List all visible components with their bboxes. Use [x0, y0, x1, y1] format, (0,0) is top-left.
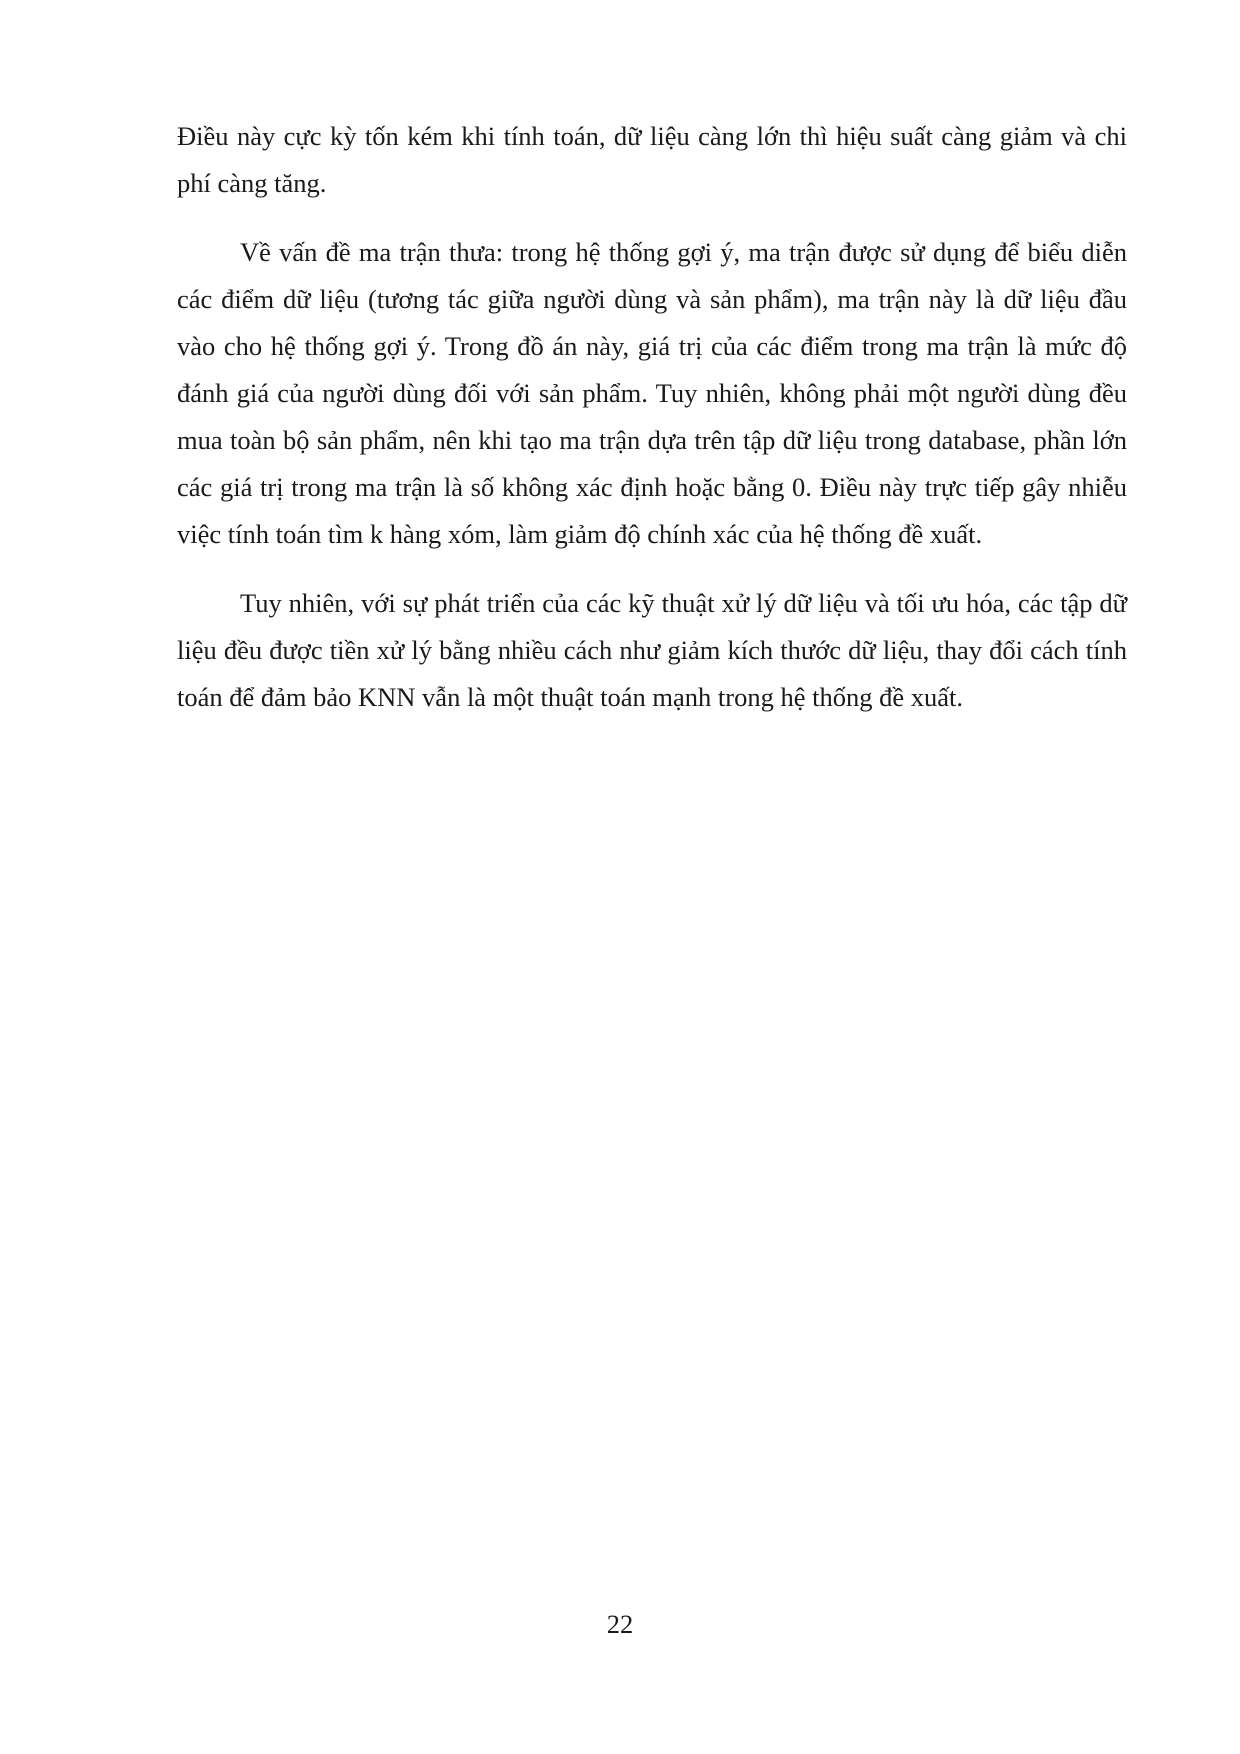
- body-text: [177, 113, 1127, 743]
- paragraph-continuation: Điều này cực kỳ tốn kém khi tính toán, dữ liệu càng lớn thì hiệu suất càng giảm và chi phí càng tăng.: [177, 121, 1127, 198]
- paragraph-sparse-matrix: Về vấn đề ma trận thưa: trong hệ thống gợi ý, ma trận được sử dụng để biểu diễn các điểm dữ liệu (tương tác giữa người dùng và sản phẩm), ma trận này là dữ liệu đầu vào cho hệ thống gợi ý. Trong đồ án này, giá trị của các điểm trong ma trận là mức độ đánh giá của người dùng đối với sản phẩm. Tuy nhiên, không phải một người dùng đều mua toàn bộ sản phẩm, nên khi tạo ma trận dựa trên tập dữ liệu trong database, phần lớn các giá trị trong ma trận là số không xác định hoặc bằng 0. Điều này trực tiếp gây nhiễu việc tính toán tìm k hàng xóm, làm giảm độ chính xác của hệ thống đề xuất.: [177, 237, 1127, 549]
- page-number: 22: [606, 1609, 634, 1639]
- paragraph-optimization: Tuy nhiên, với sự phát triển của các kỹ thuật xử lý dữ liệu và tối ưu hóa, các tập dữ liệu đều được tiền xử lý bằng nhiều cách như giảm kích thước dữ liệu, thay đổi cách tính toán để đảm bảo KNN vẫn là một thuật toán mạnh trong hệ thống đề xuất.: [177, 588, 1127, 712]
